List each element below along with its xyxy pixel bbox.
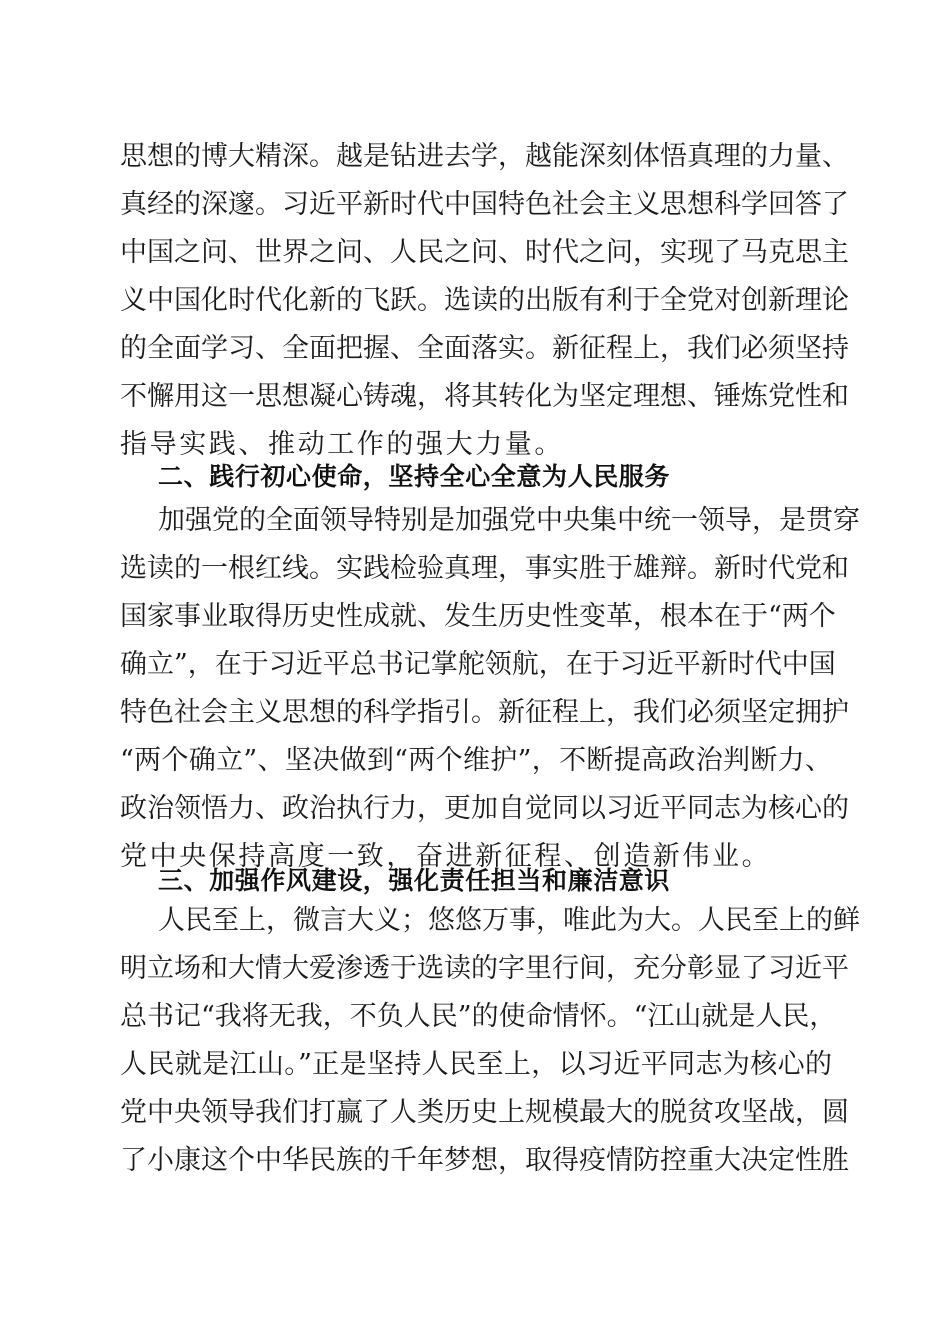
paragraph-line-last: 指导实践、推动工作的强大力量。 <box>120 429 564 460</box>
section-heading-2: 二、践行初心使命，坚持全心全意为人民服务 <box>158 462 671 491</box>
paragraph-line: 国家事业取得历史性成就、发生历史性变革，根本在于“两个 <box>120 601 836 632</box>
paragraph-line-last: 党中央保持高度一致，奋进新征程、创造新伟业。 <box>120 841 772 872</box>
paragraph-line: 特色社会主义思想的科学指引。新征程上，我们必须坚定拥护 <box>120 697 849 728</box>
paragraph-line: 人民就是江山。”正是坚持人民至上，以习近平同志为核心的 <box>120 1049 832 1080</box>
paragraph-line: 政治领悟力、政治执行力，更加自觉同以习近平同志为核心的 <box>120 793 849 824</box>
paragraph-line: 明立场和大情大爱渗透于选读的字里行间，充分彰显了习近平 <box>120 953 849 984</box>
paragraph-line: 选读的一根红线。实践检验真理，事实胜于雄辩。新时代党和 <box>120 553 849 584</box>
paragraph-line: 真经的深邃。习近平新时代中国特色社会主义思想科学回答了 <box>120 189 849 220</box>
paragraph-line: 不懈用这一思想凝心铸魂，将其转化为坚定理想、锤炼党性和 <box>120 381 849 412</box>
paragraph-line: 人民至上，微言大义；悠悠万事，唯此为大。人民至上的鲜 <box>158 905 860 936</box>
paragraph-line: 中国之问、世界之问、人民之问、时代之问，实现了马克思主 <box>120 237 849 268</box>
section-heading-3: 三、加强作风建设，强化责任担当和廉洁意识 <box>158 866 671 895</box>
paragraph-line: 了小康这个中华民族的千年梦想，取得疫情防控重大决定性胜 <box>120 1145 849 1176</box>
paragraph-line: 义中国化时代化新的飞跃。选读的出版有利于全党对创新理论 <box>120 285 849 316</box>
paragraph-line: 总书记“我将无我，不负人民”的使命情怀。“江山就是人民， <box>120 1001 837 1032</box>
paragraph-line: 加强党的全面领导特别是加强党中央集中统一领导，是贯穿 <box>158 505 860 536</box>
paragraph-line: 党中央领导我们打赢了人类历史上规模最大的脱贫攻坚战，圆 <box>120 1097 849 1128</box>
paragraph-line: 确立”，在于习近平总书记掌舵领航，在于习近平新时代中国 <box>120 649 836 680</box>
paragraph-line: 思想的博大精深。越是钻进去学，越能深刻体悟真理的力量、 <box>120 141 849 172</box>
paragraph-line: 的全面学习、全面把握、全面落实。新征程上，我们必须坚持 <box>120 333 849 364</box>
paragraph-line: “两个确立”、坚决做到“两个维护”，不断提高政治判断力、 <box>120 745 832 776</box>
